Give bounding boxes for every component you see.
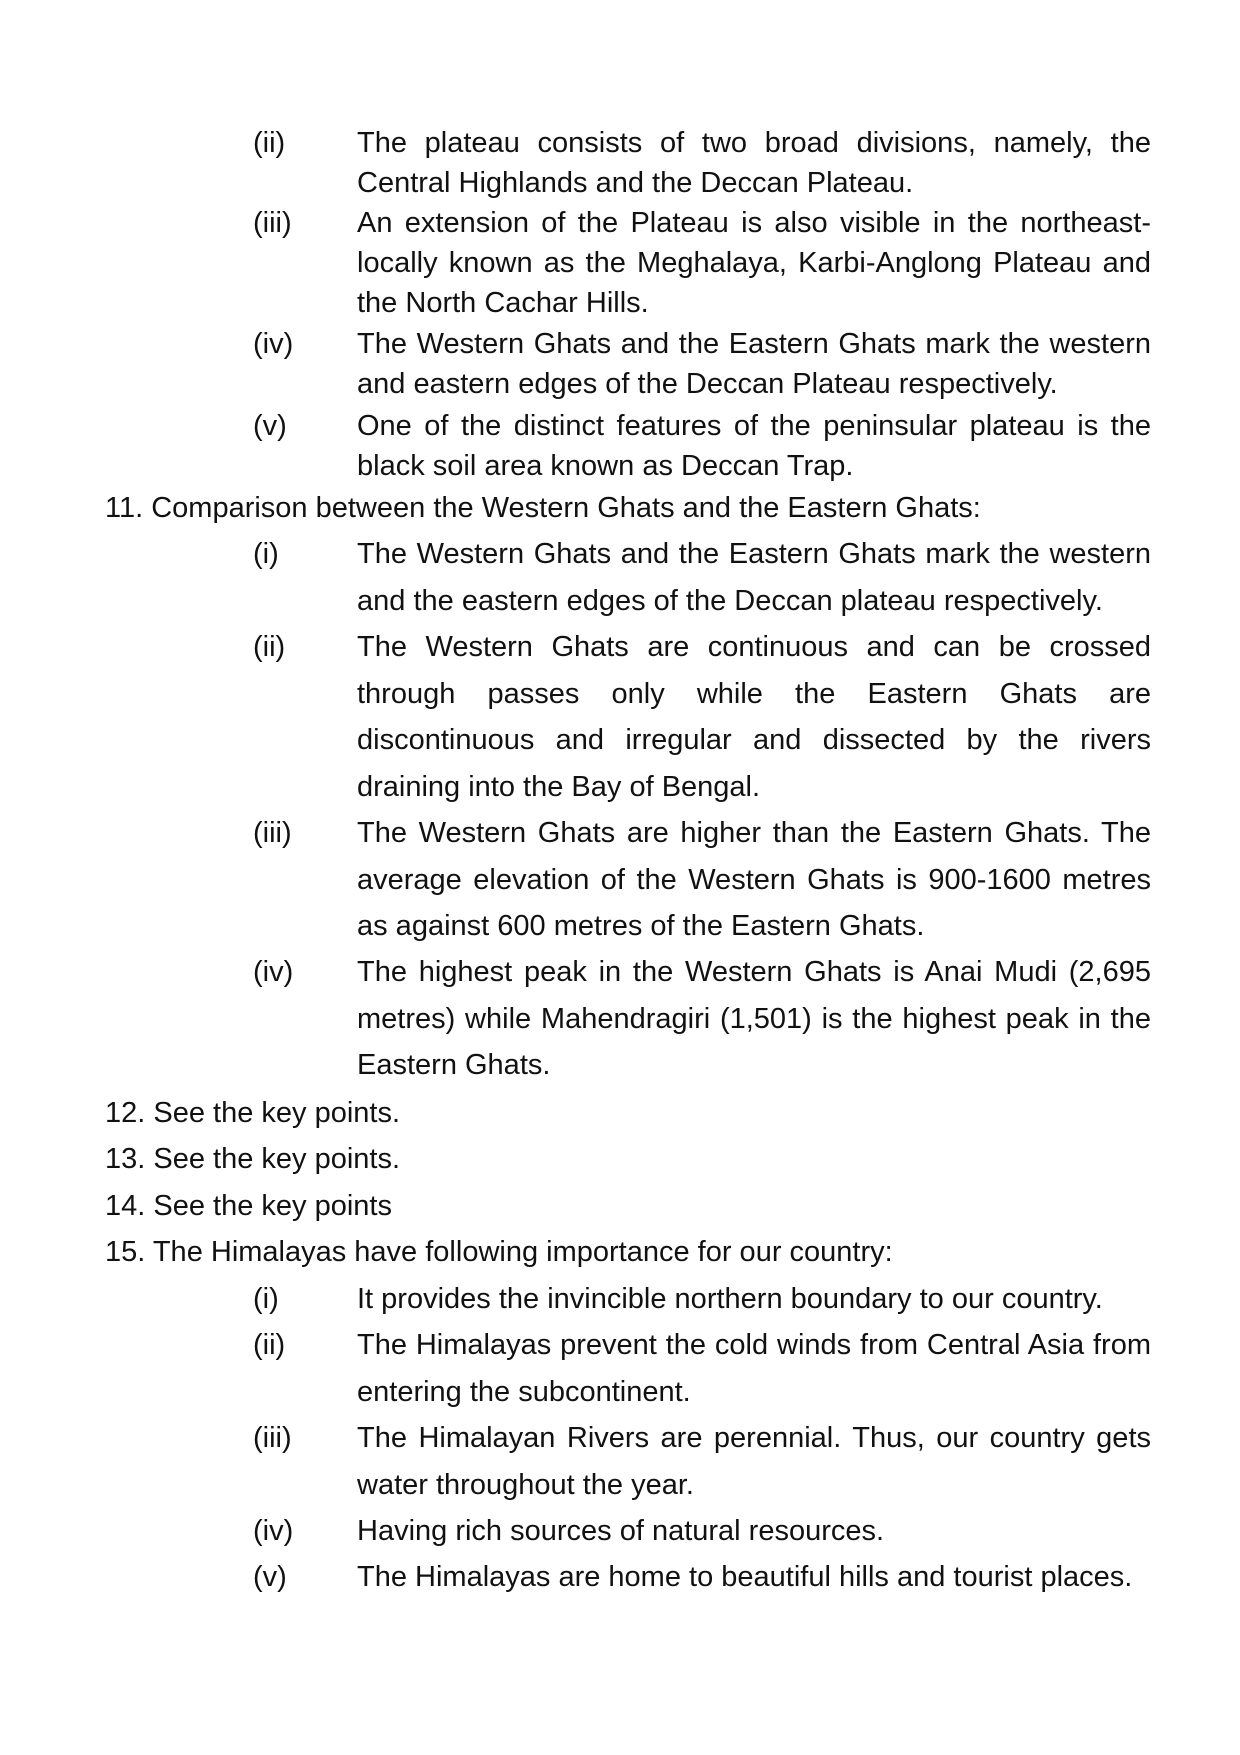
q13-text: 13. See the key points. [105, 1143, 401, 1175]
point-text: The Himalayan Rivers are perennial. Thus, our country gets water throughout the year. [357, 1422, 1151, 1501]
point-text: The plateau consists of two broad divisions, namely, the Central Highlands and the Deccan Plateau. [357, 127, 1151, 199]
point-text: One of the distinct features of the peninsular plateau is the black soil area known as Deccan Trap. [357, 410, 1151, 482]
q15-heading: 15. The Himalayas have following importance for our country: [105, 1236, 893, 1268]
point-text: An extension of the Plateau is also visible in the northeast- locally known as the Meghalaya, Karbi-Anglong Plateau and the North Cachar Hills. [357, 207, 1151, 319]
point-text: The Himalayas are home to beautiful hills and tourist places. [357, 1561, 1133, 1593]
point-text: The Western Ghats and the Eastern Ghats mark the western and eastern edges of the Deccan Plateau respectively. [357, 328, 1151, 400]
point-text: The Himalayas prevent the cold winds from Central Asia from entering the subcontinent. [357, 1329, 1151, 1408]
point-number: (iv) [253, 956, 294, 988]
point-number: (iii) [253, 817, 292, 849]
point-number: (iv) [253, 328, 294, 360]
point-number: (v) [253, 410, 287, 442]
point-text: The highest peak in the Western Ghats is Anai Mudi (2,695 metres) while Mahendragiri (1,501) is the highest peak in the Eastern Ghats. [357, 956, 1151, 1081]
point-number: (v) [253, 1561, 287, 1593]
point-number: (ii) [253, 127, 286, 159]
point-number: (iv) [253, 1515, 294, 1547]
point-text: It provides the invincible northern boundary to our country. [357, 1283, 1103, 1315]
point-text: The Western Ghats and the Eastern Ghats mark the western and the eastern edges of the Deccan plateau respectively. [357, 538, 1151, 617]
point-number: (i) [253, 1283, 279, 1315]
point-number: (i) [253, 538, 279, 570]
point-number: (iii) [253, 207, 292, 239]
point-text: The Western Ghats are continuous and can be crossed through passes only while the Eastern Ghats are discontinuous and irregular and dissected by the rivers draining into the Bay of Bengal. [357, 631, 1151, 803]
point-text: Having rich sources of natural resources. [357, 1515, 885, 1547]
q11-heading: 11. Comparison between the Western Ghats and the Eastern Ghats: [105, 492, 981, 524]
q14-text: 14. See the key points [105, 1190, 392, 1222]
point-text: The Western Ghats are higher than the Eastern Ghats. The average elevation of the Western Ghats is 900-1600 metres as against 600 metres of the Eastern Ghats. [357, 817, 1151, 942]
q12-text: 12. See the key points. [105, 1097, 401, 1129]
point-number: (ii) [253, 631, 286, 663]
point-number: (ii) [253, 1329, 286, 1361]
point-number: (iii) [253, 1422, 292, 1454]
